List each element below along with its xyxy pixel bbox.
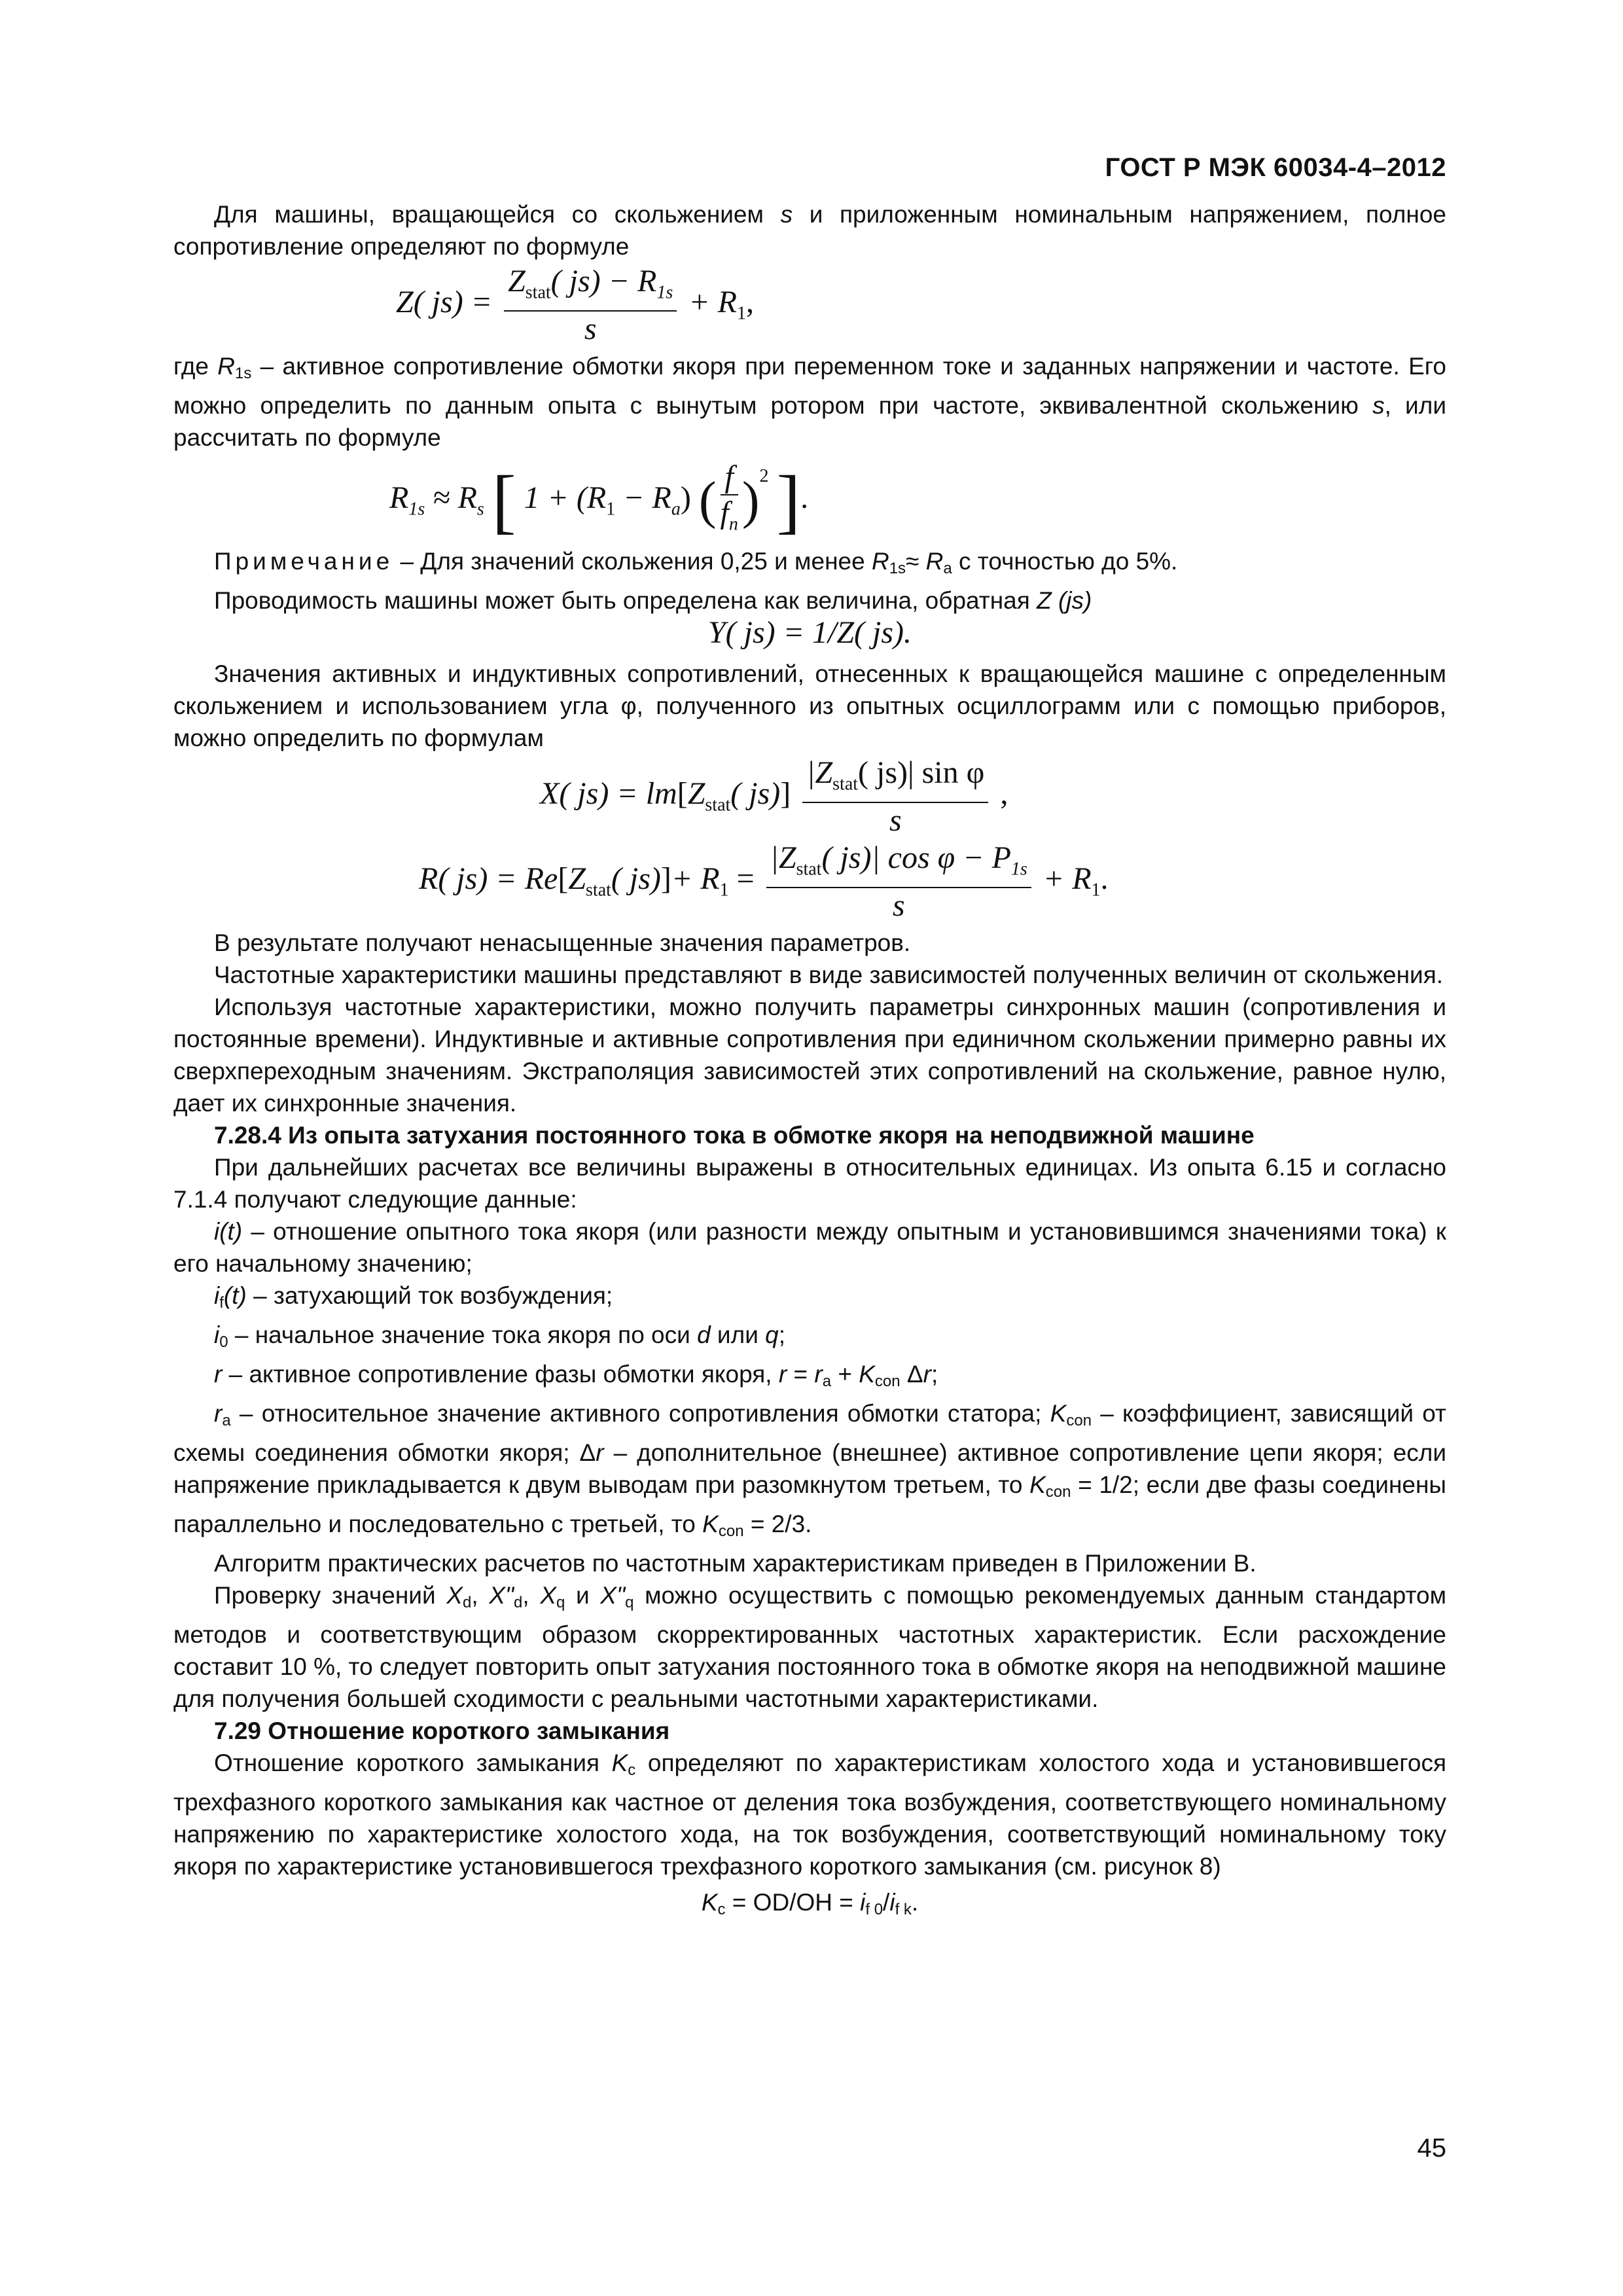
formula-short-circuit-ratio: $K_c = OD/OH = i_{f 0}/i_{f k}$. <box>701 1888 919 1918</box>
definition-if-t: $i_f(t)$ – затухающий ток возбуждения; <box>214 1282 613 1312</box>
paragraph-admittance: Проводимость машины может быть определена как величина, обратная Z (js) <box>214 587 1092 615</box>
formula-resistance: R( $js) = Re[Z_{stat}$( $js)]+ R_1$ = $\frac{|Z_{stat}( js)| \cos \varphi - P_{1s}}{s}$ + $R_1$. <box>419 840 1109 923</box>
page-number: 45 <box>1417 2134 1446 2162</box>
definition-ra: $r_a$ – относительное значение активного сопротивления обмотки статора; $K_{con}$ – коэффициент, зависящий от схемы соединения обмотки якоря; Δr – дополнительное (внешнее) активное сопротивление цепи якоря; если напряжение прикладывается к двум выводам при разомкнутом третьем, то $K_{con} = 1/2$; если две фазы соединены параллельно и последовательно с третьей, то $K_{con} = 2/3$. <box>173 1399 1446 1540</box>
paragraph-short-circuit-ratio: Отношение короткого замыкания $K_c$ определяют по характеристикам холостого хода и установившегося трехфазного короткого замыкания как частное от деления тока возбуждения, соответствующего номинальному напряжению по характеристике холостого хода, на ток возбуждения, соответствующий номинальному току якоря по характеристике установившегося трехфазного короткого замыкания (см. рисунок 8) <box>173 1749 1446 1880</box>
paragraph-reactances: Значения активных и индуктивных сопротивлений, отнесенных к вращающейся машине с определенным скольжением и использованием угла φ, полученного из опытных осциллограмм или с помощью приборов, можно определить по формулам <box>173 660 1446 752</box>
heading-7-28-4: 7.28.4 Из опыта затухания постоянного тока в обмотке якоря на неподвижной машине <box>214 1121 1255 1149</box>
paragraph-r1s-definition: где $R_{1s}$ – активное сопротивление обмотки якоря при переменном токе и заданных напряжении и частоте. Его можно определить по данным опыта с вынутым ротором при частоте, эквивалентной скольжению s, или рассчитать по формуле <box>173 352 1447 451</box>
formula-admittance: Y( js) = 1/Z( js). <box>707 615 912 651</box>
definition-i0: $i_0$ – начальное значение тока якоря по оси d или q; <box>214 1321 786 1351</box>
formula-impedance: Z( js) = $\frac{Z_{stat}( js) - R_{1s}}{s}$ + $R_1$, <box>396 264 754 346</box>
standard-code-header: ГОСТ Р МЭК 60034-4–2012 <box>1105 153 1446 182</box>
note-slip: Примечание – Для значений скольжения 0,25 и менее $R_{1s}\approx R_a$ с точностью до 5%. <box>214 548 1178 578</box>
paragraph-frequency-characteristics: Частотные характеристики машины представляют в виде зависимостей полученных величин от скольжения. <box>214 961 1444 988</box>
paragraph-algorithm: Алгоритм практических расчетов по частотным характеристикам приведен в Приложении В. <box>214 1549 1257 1577</box>
definition-r: r – активное сопротивление фазы обмотки якоря, $r = r_a + K_{con}$ Δr; <box>214 1360 938 1390</box>
paragraph-relative-units: При дальнейших расчетах все величины выражены в относительных единицах. Из опыта 6.15 и согласно 7.1.4 получают следующие данные: <box>173 1153 1446 1213</box>
paragraph-impedance-intro: Для машины, вращающейся со скольжением s и приложенным номинальным напряжением, полное сопротивление определяют по формуле <box>173 201 1446 260</box>
paragraph-parameters: Используя частотные характеристики, можно получить параметры синхронных машин (сопротивления и постоянные времени). Индуктивные и активные сопротивления при единичном скольжении примерно равны их сверхпереходным значениям. Экстраполяция зависимостей этих сопротивлений на скольжение, равное нулю, дает их синхронные значения. <box>173 993 1446 1117</box>
formula-reactance: X( $js) = lm[Z_{stat}$( js)] $\frac{|Z_{stat}( js)| \sin \varphi}{s}$ , <box>540 755 1008 838</box>
heading-7-29: 7.29 Отношение короткого замыкания <box>214 1717 670 1744</box>
paragraph-results: В результате получают ненасыщенные значения параметров. <box>214 929 911 956</box>
definition-i-t: i(t) – отношение опытного тока якоря (или разности между опытным и установившимся значениями тока) к его начальному значению; <box>173 1217 1446 1277</box>
paragraph-verification: Проверку значений $X_d$, $X"_d$, $X_q$ и $X"_q$ можно осуществить с помощью рекомендуемых данным стандартом методов и соответствующим образом скорректированных частотных характеристик. Если расхождение составит 10 %, то следует повторить опыт затухания постоянного тока в обмотке якоря на неподвижной машине для получения большей сходимости с реальными частотными характеристиками. <box>173 1581 1447 1712</box>
formula-r1s: $R_{1s} \approx R_s$ [ $1 + (R_1 - R_a)$ ( $\frac{f}{f_n}$ )$^2$ ]. <box>389 459 809 541</box>
page-body <box>173 198 1446 1926</box>
